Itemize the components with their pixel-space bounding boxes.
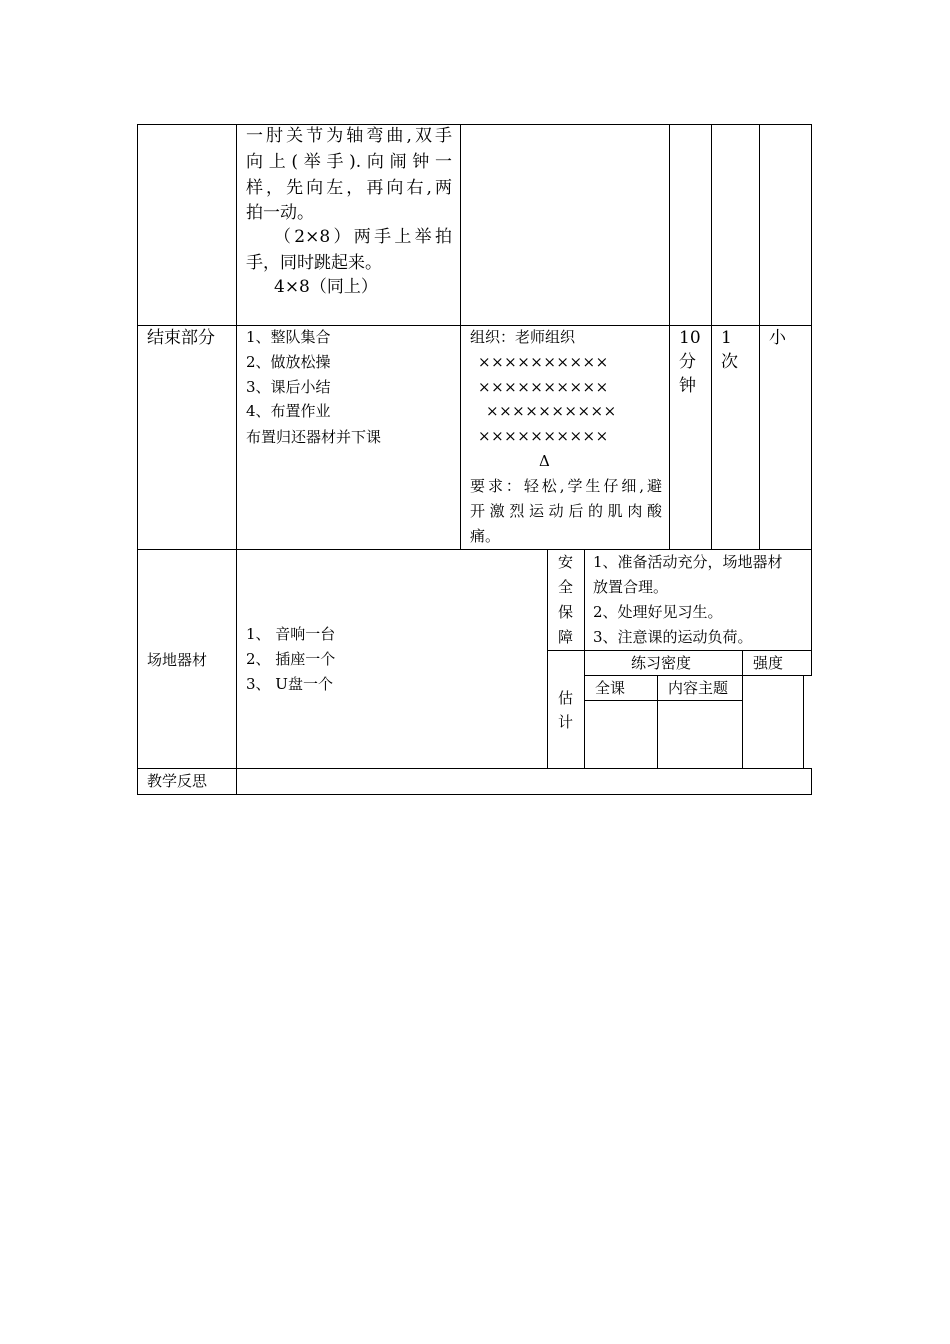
content-line: （2×8）两手上举拍	[274, 227, 452, 247]
grid-line	[811, 768, 812, 795]
content-line: 一肘关节为轴弯曲,双手	[246, 126, 452, 146]
requirement-line: 痛。	[470, 527, 501, 545]
safety-line: 2、处理好见习生。	[593, 603, 723, 621]
safety-line: 放置合理。	[593, 578, 669, 596]
grid-line	[657, 675, 658, 769]
grid-line	[742, 650, 743, 769]
safety-label-char: 安	[558, 553, 574, 571]
safety-line: 1、准备活动充分，场地器材	[593, 553, 783, 571]
grid-line	[137, 794, 812, 795]
list-item: 3、 U盘一个	[246, 675, 333, 693]
grid-line	[548, 650, 812, 651]
formation-row: ××××××××××	[478, 353, 609, 371]
count-line: 1	[721, 328, 732, 348]
estimate-label-char: 计	[558, 713, 574, 731]
grid-line	[803, 675, 804, 769]
safety-label-char: 障	[558, 628, 574, 646]
organization-title: 组织：老师组织	[470, 328, 576, 346]
safety-label-char: 保	[558, 603, 574, 621]
time-line: 10	[679, 328, 701, 348]
reflection-label: 教学反思	[147, 772, 208, 790]
requirement-line: 开激烈运动后的肌肉酸	[470, 502, 662, 520]
grid-line	[547, 549, 548, 769]
list-item: 1、 音响一台	[246, 625, 336, 643]
content-line: 向上(举手).向闹钟一	[246, 152, 452, 172]
grid-line	[711, 124, 712, 550]
grid-line	[585, 700, 743, 701]
time-line: 钟	[679, 376, 696, 396]
list-item: 3、课后小结	[246, 378, 331, 396]
grid-line	[137, 124, 138, 795]
ending-intensity: 小	[769, 328, 786, 348]
formation-row: ××××××××××	[478, 427, 609, 445]
teacher-mark: Δ	[539, 452, 550, 470]
safety-line: 3、注意课的运动负荷。	[593, 628, 753, 646]
grid-line	[584, 549, 585, 769]
safety-label-char: 全	[558, 578, 574, 596]
list-item: 1、整队集合	[246, 328, 331, 346]
ending-label: 结束部分	[147, 328, 215, 348]
list-item: 2、做放松操	[246, 353, 331, 371]
venue-label: 场地器材	[147, 651, 208, 669]
grid-line	[811, 124, 812, 676]
whole-class-header: 全课	[595, 679, 626, 697]
grid-line	[137, 768, 812, 769]
grid-line	[585, 675, 812, 676]
grid-line	[236, 124, 237, 795]
formation-row: ××××××××××	[486, 402, 617, 420]
list-item: 2、 插座一个	[246, 650, 336, 668]
requirement-line: 要求：轻松,学生仔细,避	[470, 477, 662, 495]
content-line: 样，先向左，再向右,两	[246, 178, 452, 198]
grid-line	[669, 124, 670, 550]
list-item: 4、布置作业	[246, 402, 331, 420]
grid-line	[460, 124, 461, 550]
list-item: 布置归还器材并下课	[246, 428, 382, 446]
formation-row: ××××××××××	[478, 378, 609, 396]
count-line: 次	[721, 352, 738, 372]
intensity-header: 强度	[753, 654, 784, 672]
content-line: 手，同时跳起来。	[246, 253, 382, 273]
estimate-label-char: 估	[558, 689, 574, 707]
content-line: 拍一动。	[246, 203, 314, 223]
row1-label-cell	[137, 124, 236, 325]
density-header: 练习密度	[631, 654, 692, 672]
content-theme-header: 内容主题	[668, 679, 729, 697]
reflection-content	[236, 769, 812, 795]
time-line: 分	[679, 352, 696, 372]
content-line: 4×8（同上）	[274, 277, 378, 297]
grid-line	[759, 124, 760, 550]
